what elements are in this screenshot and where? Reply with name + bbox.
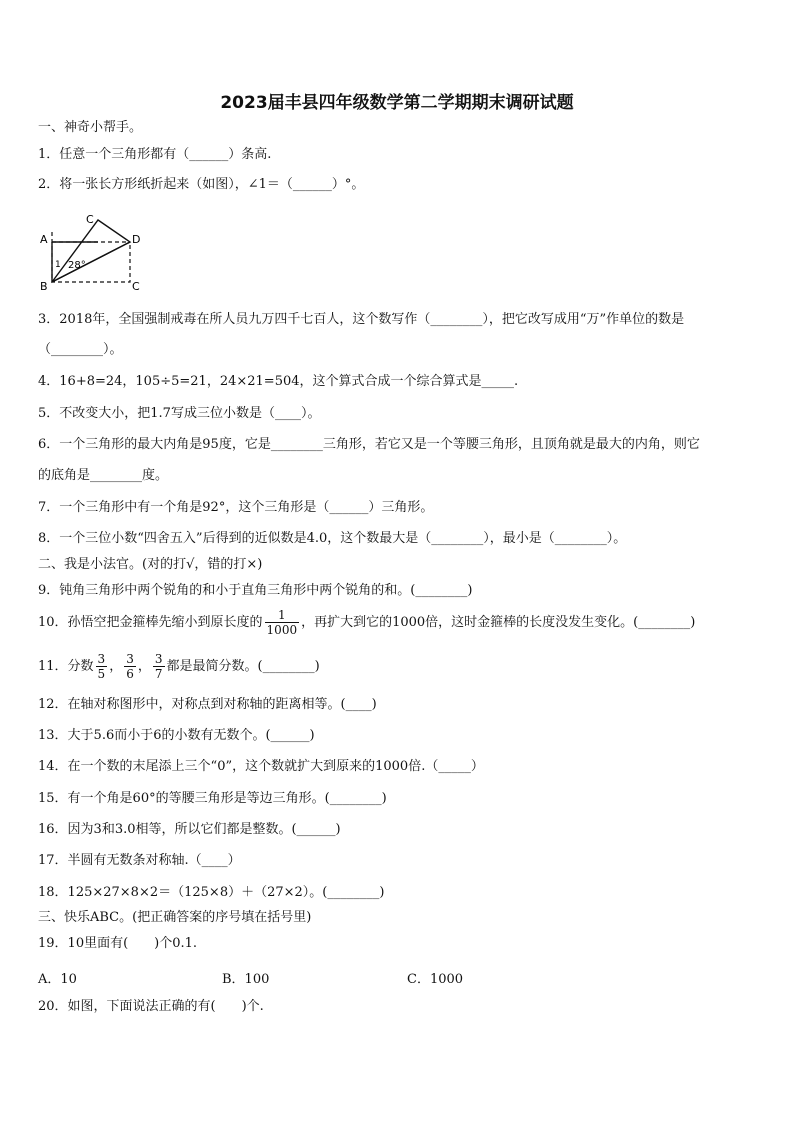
question-7: 7．一个三角形中有一个角是92°，这个三角形是（______）三角形。: [38, 500, 434, 515]
question-20: 20．如图，下面说法正确的有( )个.: [38, 999, 264, 1014]
fraction-denominator: 5: [97, 667, 106, 681]
section-heading: 三、快乐ABC。(把正确答案的序号填在括号里): [38, 910, 312, 925]
choice-c: C．1000: [407, 972, 464, 987]
fraction-denominator: 6: [126, 667, 134, 681]
fraction-numerator: 1: [265, 608, 300, 623]
choice-b: B．100: [222, 972, 270, 987]
question-19: 19．10里面有( )个0.1.: [38, 936, 198, 951]
section-heading: 二、我是小法官。(对的打√，错的打×): [38, 557, 263, 572]
fraction-numerator: 3: [154, 652, 163, 666]
fraction: [124, 652, 136, 681]
question-3: 3．2018年，全国强制戒毒在所人员九万四千七百人，这个数写作（________），把它改写成用“万”作单位的数是: [38, 312, 685, 327]
question-10: [38, 606, 695, 640]
separator: ，: [109, 659, 123, 674]
question-11: [38, 650, 320, 684]
fraction-numerator: 3: [126, 652, 134, 666]
diagram-label-angle-1: 1: [55, 260, 61, 270]
question-9: 9．钝角三角形中两个锐角的和小于直角三角形中两个锐角的和。(________): [38, 583, 473, 598]
question-3-continued: （________）。: [38, 342, 123, 357]
fraction-numerator: 3: [97, 652, 106, 666]
diagram-label-c-bottom: C: [132, 280, 140, 292]
question-6-continued: 的底角是________度。: [38, 468, 169, 483]
question-2: 2．将一张长方形纸折起来（如图），∠1＝（______）°。: [38, 177, 365, 192]
fraction-denominator: 1000: [266, 623, 298, 637]
question-14: 14．在一个数的末尾添上三个“0”，这个数就扩大到原来的1000倍.（_____）: [38, 759, 484, 774]
diagram-label-c-top: C: [86, 213, 94, 226]
choice-a: A．10: [38, 972, 77, 987]
folded-rectangle-diagram: [38, 210, 148, 292]
question-11-text: 11．分数: [38, 659, 94, 674]
question-17: 17．半圆有无数条对称轴.（____）: [38, 853, 241, 868]
question-16: 16．因为3和3.0相等，所以它们都是整数。(______): [38, 822, 341, 837]
fraction-denominator: 7: [154, 667, 163, 681]
question-10-text: ，再扩大到它的1000倍，这时金箍棒的长度没发生变化。(________): [301, 615, 696, 630]
diagram-label-b: B: [40, 280, 48, 292]
fraction: [265, 608, 300, 637]
diagram-label-28-deg: 28°: [68, 260, 86, 271]
question-4: 4．16+8=24，105÷5=21，24×21=504，这个算式合成一个综合算式是_____.: [38, 374, 519, 389]
question-8: 8．一个三位小数“四舍五入”后得到的近似数是4.0，这个数最大是（________），最小是（________）。: [38, 531, 627, 546]
separator: ，: [137, 659, 151, 674]
question-15: 15．有一个角是60°的等腰三角形是等边三角形。(________): [38, 791, 387, 806]
fraction: [96, 652, 108, 681]
diagram-label-a: A: [40, 233, 48, 246]
question-6: 6．一个三角形的最大内角是95度，它是________三角形，若它又是一个等腰三角形，且顶角就是最大的内角，则它: [38, 437, 700, 452]
question-18: 18．125×27×8×2＝（125×8）＋（27×2）。(________): [38, 885, 385, 900]
question-5: 5．不改变大小，把1.7写成三位小数是（____）。: [38, 406, 321, 421]
question-10-text: 10．孙悟空把金箍棒先缩小到原长度的: [38, 615, 263, 630]
question-12: 12．在轴对称图形中，对称点到对称轴的距离相等。(____): [38, 697, 377, 712]
question-1: 1．任意一个三角形都有（______）条高.: [38, 147, 272, 162]
question-11-text: 都是最简分数。(________): [166, 659, 320, 674]
fraction: [153, 652, 165, 681]
page-title: 2023届丰县四年级数学第二学期期末调研试题: [220, 93, 574, 113]
diagram-label-d: D: [132, 233, 141, 246]
question-13: 13．大于5.6而小于6的小数有无数个。(______): [38, 728, 315, 743]
section-heading: 一、神奇小帮手。: [38, 120, 143, 135]
